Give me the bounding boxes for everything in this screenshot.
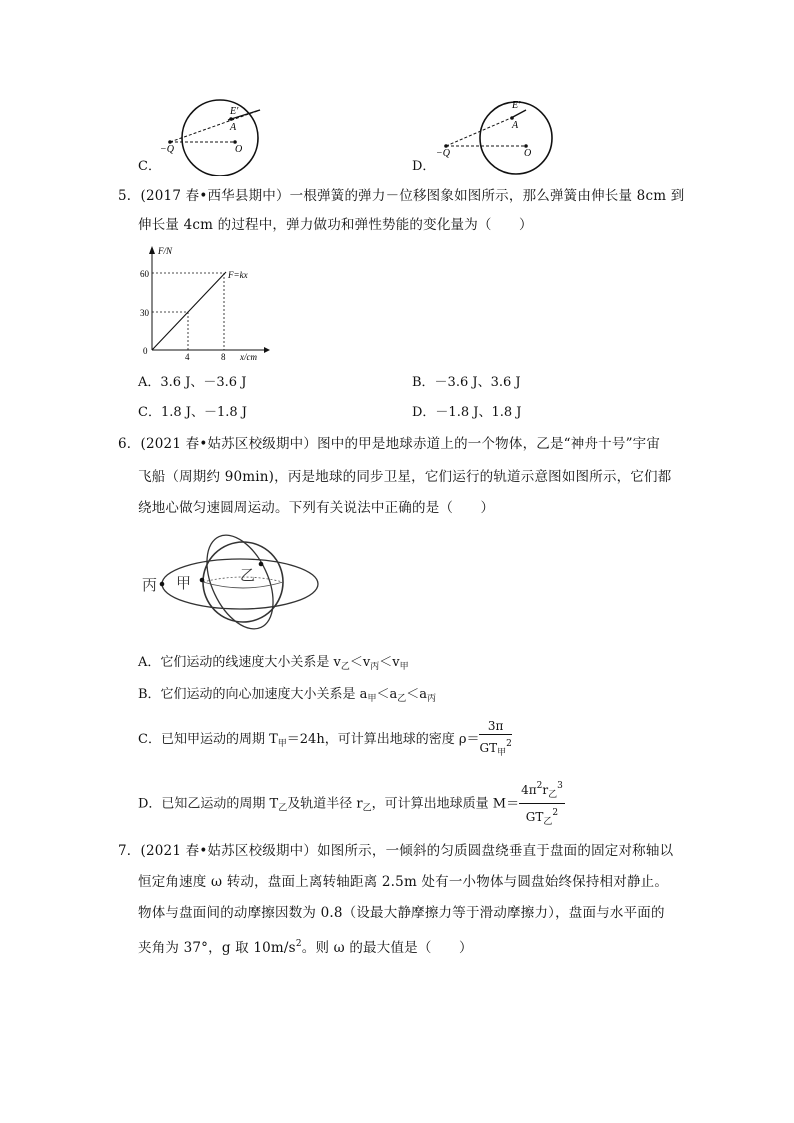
q6-option-d-mid: 及轨道半径 r [287, 796, 363, 812]
sub-label: 乙 [397, 694, 407, 704]
q7-stem-line-3: 物体与盘面间的动摩擦因数为 0.8（设最大静摩擦力等于滑动摩擦力），盘面与水平面的 [138, 905, 665, 921]
q6-stem-line-1: (2021 春•姑苏区校级期中）图中的甲是地球赤道上的一个物体，乙是“神舟十号”宇宙 [140, 436, 661, 452]
x-axis-arrow [264, 347, 270, 353]
q7-stem-line-4 [138, 934, 473, 958]
f-kx-line [152, 272, 226, 350]
fraction-numerator [519, 778, 565, 804]
circle-shape [182, 100, 258, 176]
q5-option-b: B．－3.6 J、3.6 J [412, 375, 521, 390]
q6-option-d-text: D．已知乙运动的周期 T [138, 796, 279, 812]
ytick-60: 60 [140, 269, 149, 279]
q6-option-d [138, 778, 565, 830]
bing-label: 丙 [142, 578, 158, 594]
fraction-numerator: 3π [479, 718, 511, 735]
density-fraction [479, 718, 511, 761]
q5-stem-line-1: (2017 春•西华县期中）一根弹簧的弹力－位移图象如图所示，那么弹簧由伸长量 8cm 到 [140, 188, 685, 204]
circle-shape [480, 102, 552, 174]
q6-stem-line-2: 飞船（周期约 90min)，丙是地球的同步卫星，它们运行的轨道示意图如图所示，它们都 [138, 469, 672, 485]
q6-option-c-text: C．已知甲运动的周期 T [138, 732, 278, 747]
line-label: F=kx [228, 270, 248, 280]
den-text: GT [525, 810, 544, 824]
a-label: A [512, 120, 519, 131]
jia-dot [200, 578, 205, 583]
xtick-4: 4 [185, 352, 190, 362]
sub-label: 乙 [362, 803, 372, 814]
q5-stem-line-2: 伸长量 4cm 的过程中，弹力做功和弹性势能的变化量为（ ） [138, 217, 533, 233]
sub-label: 乙 [543, 817, 553, 827]
x-axis-label: x/cm [240, 352, 257, 362]
fraction-denominator [479, 735, 511, 761]
q-label: −Q [160, 144, 174, 155]
fraction-denominator [519, 804, 565, 830]
num-r: r [542, 783, 549, 797]
point-a-dot [229, 117, 233, 121]
q5-option-d: D．－1.8 J、1.8 J [412, 405, 522, 420]
sup-label: 2 [506, 739, 512, 749]
yi-dot [259, 562, 264, 567]
den-text: GT [479, 741, 498, 755]
q7-number: 7． [118, 843, 141, 859]
q7-stem-line-2: 恒定角速度 ω 转动，盘面上离转轴距离 2.5m 处有一小物体与圆盘始终保持相对静止。 [138, 874, 669, 890]
q6-line-1 [118, 434, 660, 454]
q-label: −Q [436, 148, 450, 159]
q7-line-4-text: 夹角为 37°，g 取 10m/s [138, 940, 296, 956]
sup-label: 3 [557, 781, 563, 791]
q4-option-d-figure [436, 94, 556, 176]
q7-line-4-rest: 。则 ω 的最大值是（ ） [301, 940, 473, 956]
q6-option-a-part: ＜v [349, 655, 371, 670]
sup-label: 2 [295, 939, 302, 949]
q4-option-c-figure [160, 98, 280, 176]
q7-stem-line-1: (2021 春•姑苏区校级期中）如图所示，一倾斜的匀质圆盘绕垂直于盘面的固定对称轴以 [140, 843, 674, 859]
q6-option-a-part: ＜v [379, 655, 400, 670]
e-prime-label: E′ [230, 106, 239, 117]
y-axis-label: F/N [158, 246, 173, 256]
origin-label: 0 [143, 346, 148, 356]
sub-label: 丙 [427, 694, 437, 704]
q6-stem-line-3: 绕地心做匀速圆周运动。下列有关说法中正确的是（ ） [138, 500, 495, 516]
jia-label: 甲 [176, 576, 192, 592]
q6-orbit-figure [138, 528, 324, 636]
q6-option-a-text: A．它们运动的线速度大小关系是 v [138, 655, 341, 670]
q5-line-1 [118, 186, 684, 206]
sub-label: 丙 [370, 662, 380, 672]
yi-label: 乙 [240, 568, 256, 584]
sub-label: 乙 [278, 803, 288, 814]
bing-dot [160, 582, 165, 587]
q7-line-1 [118, 841, 673, 861]
q6-option-b-text: B．它们运动的向心加速度大小关系是 a [138, 687, 368, 702]
q5-option-a: A．3.6 J、－3.6 J [138, 375, 247, 390]
y-axis-arrow [149, 246, 155, 254]
o-label: O [235, 144, 243, 155]
sub-label: 甲 [277, 739, 287, 749]
sub-label: 甲 [497, 748, 507, 758]
q6-option-a [138, 654, 409, 676]
q6-option-b-part: ＜a [376, 687, 398, 702]
sup-label: 2 [536, 781, 543, 791]
sub-label: 乙 [340, 662, 350, 672]
q6-option-c-rest: ＝24h，可计算出地球的密度 ρ＝ [286, 732, 480, 747]
o-label: O [524, 148, 532, 159]
q6-option-c [138, 718, 512, 761]
q6-option-b [138, 686, 436, 708]
q5-option-c: C．1.8 J、－1.8 J [138, 405, 247, 420]
q6-option-d-rest: ，可计算出地球质量 M＝ [371, 796, 520, 812]
a-label: A [230, 122, 237, 133]
sub-label: 乙 [548, 790, 558, 800]
e-prime-label: E′ [512, 100, 521, 111]
q6-option-b-part: ＜a [406, 687, 427, 702]
num-text: 4π [521, 783, 537, 797]
q4-option-d-label: D． [412, 159, 436, 174]
dashed-line [446, 118, 511, 146]
sub-label: 甲 [367, 694, 377, 704]
q4-option-c-label: C． [138, 159, 161, 174]
q5-number: 5． [118, 188, 141, 204]
mass-fraction [519, 778, 565, 830]
sup-label: 2 [552, 808, 559, 818]
q6-number: 6． [118, 436, 141, 452]
ytick-30: 30 [140, 308, 149, 318]
sub-label: 甲 [399, 662, 409, 672]
q5-spring-chart [140, 242, 270, 364]
xtick-8: 8 [221, 352, 226, 362]
